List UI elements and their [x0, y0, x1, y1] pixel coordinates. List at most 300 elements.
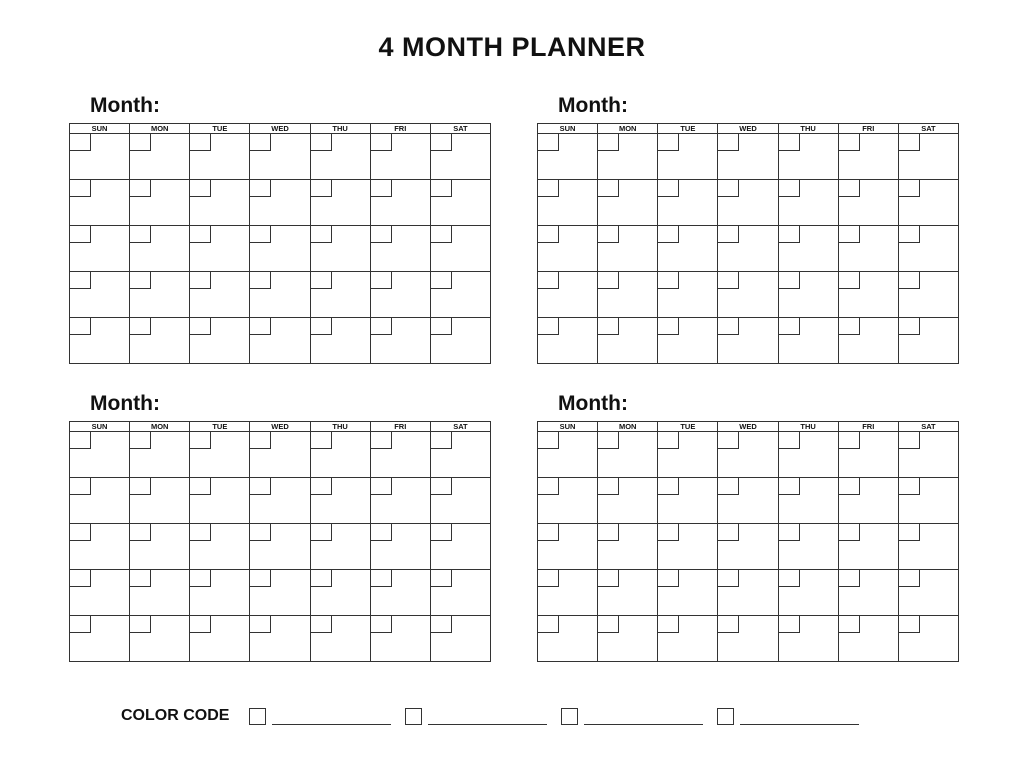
- date-number-box: [538, 616, 559, 633]
- date-number-box: [130, 432, 151, 449]
- date-number-box: [538, 134, 559, 151]
- weekday-header: MON: [130, 422, 190, 432]
- page-title: 4 MONTH PLANNER: [378, 32, 646, 62]
- day-cell[interactable]: [598, 478, 658, 524]
- weekday-header-row: [538, 124, 959, 134]
- day-cell[interactable]: [778, 272, 838, 318]
- date-number-box: [250, 226, 271, 243]
- day-cell[interactable]: [658, 272, 718, 318]
- date-number-box: [658, 318, 679, 335]
- weekday-header: SUN: [538, 422, 598, 432]
- day-cell[interactable]: [598, 616, 658, 662]
- color-code-blank-line[interactable]: [428, 707, 547, 725]
- date-number-box: [779, 570, 800, 587]
- day-cell[interactable]: [598, 226, 658, 272]
- day-cell[interactable]: [130, 478, 190, 524]
- date-number-box: [431, 478, 452, 495]
- date-number-box: [311, 524, 332, 541]
- weekday-header: FRI: [370, 124, 430, 134]
- day-cell[interactable]: [898, 272, 958, 318]
- color-code-blank-line[interactable]: [584, 707, 703, 725]
- date-number-box: [538, 524, 559, 541]
- date-number-box: [658, 570, 679, 587]
- day-cell[interactable]: [718, 318, 778, 364]
- date-number-box: [130, 134, 151, 151]
- date-number-box: [598, 478, 619, 495]
- date-number-box: [839, 134, 860, 151]
- day-cell[interactable]: [130, 524, 190, 570]
- day-cell[interactable]: [130, 432, 190, 478]
- date-number-box: [130, 318, 151, 335]
- day-cell[interactable]: [370, 616, 430, 662]
- date-number-box: [431, 616, 452, 633]
- date-number-box: [130, 570, 151, 587]
- date-number-box: [250, 524, 271, 541]
- day-cell[interactable]: [718, 272, 778, 318]
- week-row: [70, 616, 491, 662]
- date-number-box: [598, 524, 619, 541]
- day-cell[interactable]: [778, 478, 838, 524]
- day-cell[interactable]: [70, 180, 130, 226]
- date-number-box: [431, 318, 452, 335]
- date-number-box: [839, 432, 860, 449]
- day-cell[interactable]: [838, 478, 898, 524]
- day-cell[interactable]: [658, 180, 718, 226]
- weekday-header: FRI: [370, 422, 430, 432]
- date-number-box: [371, 318, 392, 335]
- day-cell[interactable]: [310, 432, 370, 478]
- day-cell[interactable]: [190, 478, 250, 524]
- month-label: Month:: [558, 392, 628, 415]
- date-number-box: [899, 524, 920, 541]
- date-number-box: [130, 478, 151, 495]
- day-cell[interactable]: [538, 318, 598, 364]
- date-number-box: [190, 272, 211, 289]
- day-cell[interactable]: [898, 318, 958, 364]
- day-cell[interactable]: [250, 134, 310, 180]
- date-number-box: [598, 134, 619, 151]
- day-cell[interactable]: [430, 134, 490, 180]
- day-cell[interactable]: [778, 180, 838, 226]
- date-number-box: [598, 226, 619, 243]
- day-cell[interactable]: [838, 180, 898, 226]
- day-cell[interactable]: [130, 134, 190, 180]
- day-cell[interactable]: [70, 478, 130, 524]
- day-cell[interactable]: [130, 272, 190, 318]
- date-number-box: [538, 226, 559, 243]
- day-cell[interactable]: [718, 524, 778, 570]
- date-number-box: [718, 318, 739, 335]
- day-cell[interactable]: [250, 180, 310, 226]
- day-cell[interactable]: [838, 272, 898, 318]
- date-number-box: [70, 616, 91, 633]
- date-number-box: [538, 180, 559, 197]
- day-cell[interactable]: [70, 226, 130, 272]
- day-cell[interactable]: [658, 570, 718, 616]
- day-cell[interactable]: [538, 432, 598, 478]
- day-cell[interactable]: [778, 524, 838, 570]
- day-cell[interactable]: [598, 180, 658, 226]
- date-number-box: [431, 226, 452, 243]
- date-number-box: [839, 524, 860, 541]
- day-cell[interactable]: [718, 478, 778, 524]
- day-cell[interactable]: [250, 524, 310, 570]
- day-cell[interactable]: [70, 272, 130, 318]
- day-cell[interactable]: [310, 226, 370, 272]
- date-number-box: [371, 478, 392, 495]
- weekday-header: MON: [598, 124, 658, 134]
- date-number-box: [658, 478, 679, 495]
- day-cell[interactable]: [250, 616, 310, 662]
- color-swatch-checkbox[interactable]: [405, 708, 422, 725]
- color-swatch-checkbox[interactable]: [249, 708, 266, 725]
- date-number-box: [70, 226, 91, 243]
- day-cell[interactable]: [310, 616, 370, 662]
- date-number-box: [718, 226, 739, 243]
- day-cell[interactable]: [310, 570, 370, 616]
- day-cell[interactable]: [70, 616, 130, 662]
- date-number-box: [70, 318, 91, 335]
- day-cell[interactable]: [250, 570, 310, 616]
- day-cell[interactable]: [190, 272, 250, 318]
- day-cell[interactable]: [778, 226, 838, 272]
- date-number-box: [899, 318, 920, 335]
- date-number-box: [538, 478, 559, 495]
- date-number-box: [130, 272, 151, 289]
- day-cell[interactable]: [598, 570, 658, 616]
- date-number-box: [839, 616, 860, 633]
- weekday-header-row: [70, 124, 491, 134]
- date-number-box: [431, 180, 452, 197]
- day-cell[interactable]: [598, 134, 658, 180]
- date-number-box: [250, 180, 271, 197]
- date-number-box: [779, 134, 800, 151]
- color-code-items: [249, 707, 873, 725]
- date-number-box: [899, 226, 920, 243]
- weekday-header: SUN: [538, 124, 598, 134]
- day-cell[interactable]: [250, 226, 310, 272]
- weekday-header: TUE: [658, 422, 718, 432]
- date-number-box: [431, 570, 452, 587]
- day-cell[interactable]: [898, 180, 958, 226]
- day-cell[interactable]: [190, 432, 250, 478]
- day-cell[interactable]: [70, 134, 130, 180]
- date-number-box: [658, 616, 679, 633]
- date-number-box: [658, 226, 679, 243]
- day-cell[interactable]: [898, 616, 958, 662]
- date-number-box: [70, 432, 91, 449]
- day-cell[interactable]: [190, 616, 250, 662]
- day-cell[interactable]: [370, 318, 430, 364]
- weekday-header: WED: [718, 422, 778, 432]
- color-code-item: [717, 707, 859, 725]
- day-cell[interactable]: [310, 272, 370, 318]
- day-cell[interactable]: [898, 134, 958, 180]
- date-number-box: [839, 226, 860, 243]
- date-number-box: [250, 616, 271, 633]
- day-cell[interactable]: [430, 570, 490, 616]
- date-number-box: [779, 180, 800, 197]
- color-code-section: [121, 707, 873, 725]
- date-number-box: [70, 272, 91, 289]
- day-cell[interactable]: [130, 570, 190, 616]
- week-row: [70, 134, 491, 180]
- day-cell[interactable]: [898, 524, 958, 570]
- date-number-box: [190, 570, 211, 587]
- day-cell[interactable]: [598, 432, 658, 478]
- day-cell[interactable]: [718, 134, 778, 180]
- color-swatch-checkbox[interactable]: [717, 708, 734, 725]
- day-cell[interactable]: [778, 134, 838, 180]
- day-cell[interactable]: [70, 432, 130, 478]
- date-number-box: [779, 272, 800, 289]
- weekday-header: SUN: [70, 124, 130, 134]
- date-number-box: [839, 478, 860, 495]
- week-row: [538, 478, 959, 524]
- date-number-box: [130, 180, 151, 197]
- date-number-box: [839, 318, 860, 335]
- date-number-box: [311, 134, 332, 151]
- day-cell[interactable]: [658, 616, 718, 662]
- day-cell[interactable]: [70, 524, 130, 570]
- week-row: [538, 524, 959, 570]
- weekday-header: THU: [310, 422, 370, 432]
- color-code-blank-line[interactable]: [272, 707, 391, 725]
- date-number-box: [250, 272, 271, 289]
- day-cell[interactable]: [898, 432, 958, 478]
- day-cell[interactable]: [130, 226, 190, 272]
- date-number-box: [130, 616, 151, 633]
- day-cell[interactable]: [838, 134, 898, 180]
- date-number-box: [371, 616, 392, 633]
- day-cell[interactable]: [190, 524, 250, 570]
- day-cell[interactable]: [778, 432, 838, 478]
- color-code-blank-line[interactable]: [740, 707, 859, 725]
- weekday-header: THU: [778, 422, 838, 432]
- date-number-box: [250, 318, 271, 335]
- weekday-header: TUE: [190, 124, 250, 134]
- date-number-box: [598, 318, 619, 335]
- day-cell[interactable]: [370, 226, 430, 272]
- date-number-box: [718, 180, 739, 197]
- calendar-grid: [69, 123, 491, 364]
- day-cell[interactable]: [778, 570, 838, 616]
- date-number-box: [371, 226, 392, 243]
- week-row: [70, 226, 491, 272]
- date-number-box: [311, 570, 332, 587]
- day-cell[interactable]: [430, 180, 490, 226]
- date-number-box: [311, 180, 332, 197]
- date-number-box: [371, 432, 392, 449]
- day-cell[interactable]: [838, 616, 898, 662]
- day-cell[interactable]: [718, 432, 778, 478]
- day-cell[interactable]: [718, 616, 778, 662]
- day-cell[interactable]: [370, 134, 430, 180]
- calendar-grid: [537, 421, 959, 662]
- day-cell[interactable]: [370, 478, 430, 524]
- day-cell[interactable]: [130, 318, 190, 364]
- day-cell[interactable]: [370, 570, 430, 616]
- day-cell[interactable]: [310, 478, 370, 524]
- date-number-box: [718, 272, 739, 289]
- date-number-box: [718, 570, 739, 587]
- day-cell[interactable]: [538, 272, 598, 318]
- weekday-header: FRI: [838, 124, 898, 134]
- week-row: [70, 432, 491, 478]
- day-cell[interactable]: [430, 432, 490, 478]
- date-number-box: [899, 272, 920, 289]
- week-row: [538, 180, 959, 226]
- day-cell[interactable]: [430, 478, 490, 524]
- day-cell[interactable]: [310, 318, 370, 364]
- date-number-box: [718, 524, 739, 541]
- color-swatch-checkbox[interactable]: [561, 708, 578, 725]
- weekday-header: SUN: [70, 422, 130, 432]
- day-cell[interactable]: [370, 524, 430, 570]
- day-cell[interactable]: [718, 570, 778, 616]
- day-cell[interactable]: [190, 180, 250, 226]
- weekday-header: SAT: [430, 422, 490, 432]
- day-cell[interactable]: [250, 272, 310, 318]
- date-number-box: [538, 272, 559, 289]
- date-number-box: [311, 318, 332, 335]
- day-cell[interactable]: [538, 616, 598, 662]
- day-cell[interactable]: [130, 180, 190, 226]
- day-cell[interactable]: [838, 570, 898, 616]
- weekday-header: SAT: [898, 124, 958, 134]
- day-cell[interactable]: [538, 226, 598, 272]
- date-number-box: [899, 180, 920, 197]
- day-cell[interactable]: [658, 524, 718, 570]
- day-cell[interactable]: [898, 570, 958, 616]
- day-cell[interactable]: [250, 432, 310, 478]
- date-number-box: [658, 134, 679, 151]
- day-cell[interactable]: [598, 524, 658, 570]
- date-number-box: [190, 524, 211, 541]
- day-cell[interactable]: [898, 478, 958, 524]
- date-number-box: [371, 134, 392, 151]
- date-number-box: [190, 134, 211, 151]
- day-cell[interactable]: [370, 432, 430, 478]
- day-cell[interactable]: [370, 180, 430, 226]
- week-row: [538, 432, 959, 478]
- day-cell[interactable]: [190, 134, 250, 180]
- day-cell[interactable]: [190, 570, 250, 616]
- color-code-item: [405, 707, 547, 725]
- week-row: [70, 570, 491, 616]
- date-number-box: [311, 272, 332, 289]
- date-number-box: [431, 432, 452, 449]
- day-cell[interactable]: [538, 570, 598, 616]
- date-number-box: [431, 524, 452, 541]
- date-number-box: [190, 180, 211, 197]
- date-number-box: [190, 318, 211, 335]
- day-cell[interactable]: [718, 226, 778, 272]
- date-number-box: [598, 570, 619, 587]
- date-number-box: [371, 524, 392, 541]
- day-cell[interactable]: [538, 524, 598, 570]
- color-code-item: [249, 707, 391, 725]
- day-cell[interactable]: [658, 318, 718, 364]
- day-cell[interactable]: [430, 616, 490, 662]
- day-cell[interactable]: [838, 318, 898, 364]
- day-cell[interactable]: [250, 478, 310, 524]
- day-cell[interactable]: [310, 134, 370, 180]
- date-number-box: [718, 432, 739, 449]
- weekday-header: MON: [130, 124, 190, 134]
- day-cell[interactable]: [130, 616, 190, 662]
- date-number-box: [70, 570, 91, 587]
- day-cell[interactable]: [430, 226, 490, 272]
- day-cell[interactable]: [430, 524, 490, 570]
- date-number-box: [779, 226, 800, 243]
- day-cell[interactable]: [190, 226, 250, 272]
- date-number-box: [899, 134, 920, 151]
- date-number-box: [250, 134, 271, 151]
- date-number-box: [431, 134, 452, 151]
- day-cell[interactable]: [658, 134, 718, 180]
- day-cell[interactable]: [538, 180, 598, 226]
- day-cell[interactable]: [190, 318, 250, 364]
- date-number-box: [70, 478, 91, 495]
- day-cell[interactable]: [598, 318, 658, 364]
- day-cell[interactable]: [658, 478, 718, 524]
- date-number-box: [311, 226, 332, 243]
- day-cell[interactable]: [838, 226, 898, 272]
- day-cell[interactable]: [70, 318, 130, 364]
- date-number-box: [899, 432, 920, 449]
- date-number-box: [839, 272, 860, 289]
- day-cell[interactable]: [778, 318, 838, 364]
- day-cell[interactable]: [538, 478, 598, 524]
- day-cell[interactable]: [718, 180, 778, 226]
- date-number-box: [779, 616, 800, 633]
- date-number-box: [899, 478, 920, 495]
- day-cell[interactable]: [310, 524, 370, 570]
- calendar-grid: [537, 123, 959, 364]
- day-cell[interactable]: [370, 272, 430, 318]
- day-cell[interactable]: [778, 616, 838, 662]
- date-number-box: [311, 478, 332, 495]
- date-number-box: [658, 272, 679, 289]
- day-cell[interactable]: [70, 570, 130, 616]
- date-number-box: [899, 570, 920, 587]
- date-number-box: [658, 180, 679, 197]
- week-row: [538, 318, 959, 364]
- date-number-box: [658, 524, 679, 541]
- weekday-header: THU: [310, 124, 370, 134]
- day-cell[interactable]: [838, 524, 898, 570]
- week-row: [538, 616, 959, 662]
- day-cell[interactable]: [250, 318, 310, 364]
- weekday-header-row: [538, 422, 959, 432]
- month-label: Month:: [558, 94, 628, 117]
- date-number-box: [538, 318, 559, 335]
- week-row: [538, 226, 959, 272]
- day-cell[interactable]: [658, 226, 718, 272]
- day-cell[interactable]: [898, 226, 958, 272]
- day-cell[interactable]: [430, 272, 490, 318]
- day-cell[interactable]: [598, 272, 658, 318]
- date-number-box: [70, 134, 91, 151]
- day-cell[interactable]: [310, 180, 370, 226]
- date-number-box: [70, 180, 91, 197]
- week-row: [538, 570, 959, 616]
- day-cell[interactable]: [538, 134, 598, 180]
- day-cell[interactable]: [838, 432, 898, 478]
- day-cell[interactable]: [430, 318, 490, 364]
- day-cell[interactable]: [658, 432, 718, 478]
